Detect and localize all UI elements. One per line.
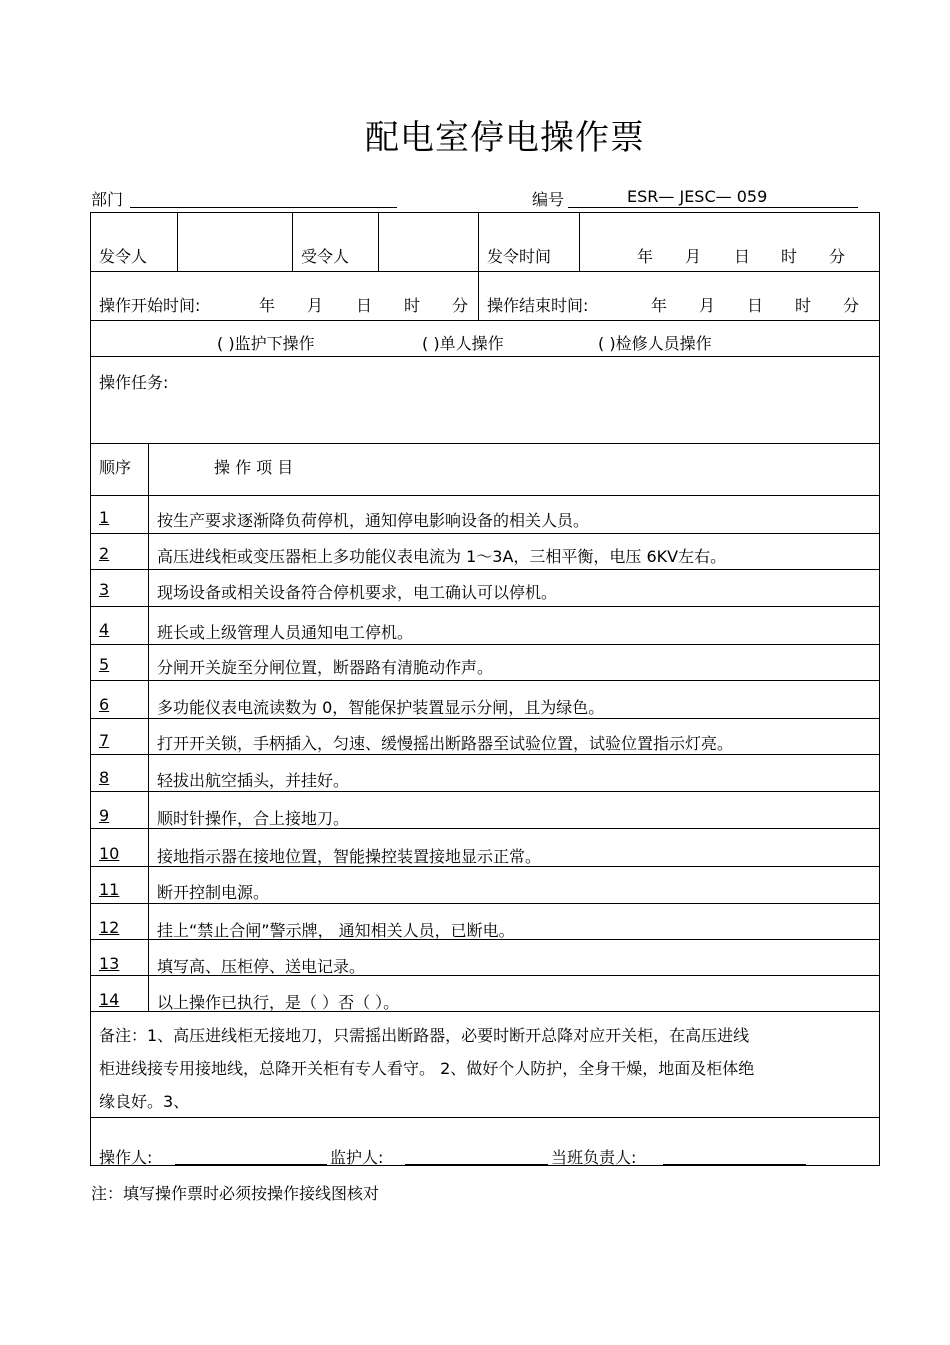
step-number: 8 <box>99 768 110 787</box>
remarks-line: 缘良好。3、 <box>99 1092 190 1111</box>
shift-leader-signature-field[interactable] <box>663 1164 806 1165</box>
mode-single[interactable]: ( )单人操作 <box>422 334 504 353</box>
dept-field[interactable] <box>130 207 397 208</box>
end-time-hour: 时 <box>795 296 812 315</box>
end-time-day: 日 <box>747 296 764 315</box>
step-text: 以上操作已执行，是（ ）否（ ）。 <box>157 993 400 1012</box>
task-label: 操作任务: <box>99 373 169 392</box>
supervisor-signature-field[interactable] <box>405 1164 548 1165</box>
end-time-label: 操作结束时间: <box>487 296 589 315</box>
issue-time-month: 月 <box>685 247 702 266</box>
dept-label: 部门 <box>91 190 124 209</box>
code-label: 编号 <box>532 190 565 209</box>
mode-maintenance[interactable]: ( )检修人员操作 <box>598 334 712 353</box>
operator-signature-field[interactable] <box>175 1164 327 1165</box>
step-number: 11 <box>99 880 120 899</box>
supervisor-label: 监护人: <box>330 1148 384 1167</box>
step-number: 5 <box>99 655 110 674</box>
step-number: 10 <box>99 844 120 863</box>
end-time-year: 年 <box>651 296 668 315</box>
shift-leader-label: 当班负责人: <box>551 1148 637 1167</box>
step-text: 班长或上级管理人员通知电工停机。 <box>157 623 414 642</box>
item-header: 操 作 项 目 <box>214 458 294 477</box>
start-time-hour: 时 <box>404 296 421 315</box>
remarks-line: 备注：1、高压进线柜无接地刀，只需摇出断路器，必要时断开总降对应开关柜，在高压进线 <box>99 1026 750 1045</box>
step-text: 按生产要求逐渐降负荷停机，通知停电影响设备的相关人员。 <box>157 511 590 530</box>
step-number: 9 <box>99 806 110 825</box>
order-header: 顺序 <box>99 458 132 477</box>
step-number: 12 <box>99 918 120 937</box>
step-number: 14 <box>99 990 120 1009</box>
remarks-line: 柜进线接专用接地线，总降开关柜有专人看守。 2、做好个人防护，全身干燥，地面及柜体绝 <box>99 1059 755 1078</box>
step-text: 挂上“禁止合闸”警示牌， 通知相关人员，已断电。 <box>157 921 515 940</box>
ticket-table <box>90 212 880 1166</box>
step-number: 6 <box>99 695 110 714</box>
start-time-year: 年 <box>259 296 276 315</box>
end-time-month: 月 <box>699 296 716 315</box>
start-time-day: 日 <box>356 296 373 315</box>
operator-label: 操作人: <box>99 1148 153 1167</box>
step-text: 多功能仪表电流读数为 0，智能保护装置显示分闸，且为绿色。 <box>157 698 605 717</box>
footnote: 注：填写操作票时必须按操作接线图核对 <box>91 1184 380 1203</box>
step-number: 7 <box>99 731 110 750</box>
step-text: 顺时针操作，合上接地刀。 <box>157 809 350 828</box>
start-time-month: 月 <box>307 296 324 315</box>
step-text: 填写高、压柜停、送电记录。 <box>157 957 366 976</box>
step-number: 4 <box>99 620 110 639</box>
remarks-block <box>99 1019 874 1118</box>
step-number: 13 <box>99 954 120 973</box>
step-text: 断开控制电源。 <box>157 883 270 902</box>
issue-time-day: 日 <box>734 247 751 266</box>
page-title: 配电室停电操作票 <box>365 118 645 158</box>
issue-time-hour: 时 <box>781 247 798 266</box>
step-text: 现场设备或相关设备符合停机要求，电工确认可以停机。 <box>157 583 558 602</box>
step-text: 接地指示器在接地位置，智能操控装置接地显示正常。 <box>157 847 542 866</box>
receiver-label: 受令人 <box>301 247 350 266</box>
issuer-label: 发令人 <box>99 247 148 266</box>
step-text: 轻拔出航空插头，并挂好。 <box>157 771 350 790</box>
end-time-minute: 分 <box>843 296 860 315</box>
step-number: 1 <box>99 508 110 527</box>
start-time-label: 操作开始时间: <box>99 296 201 315</box>
code-value: ESR— JESC— 059 <box>627 187 768 206</box>
issue-time-year: 年 <box>637 247 654 266</box>
step-text: 分闸开关旋至分闸位置，断器路有清脆动作声。 <box>157 658 494 677</box>
issue-time-minute: 分 <box>829 247 846 266</box>
step-text: 打开开关锁，手柄插入，匀速、缓慢摇出断路器至试验位置，试验位置指示灯亮。 <box>157 734 734 753</box>
start-time-minute: 分 <box>452 296 469 315</box>
step-number: 3 <box>99 580 110 599</box>
step-number: 2 <box>99 544 110 563</box>
code-field[interactable] <box>568 207 858 208</box>
issue-time-label: 发令时间 <box>487 247 552 266</box>
step-text: 高压进线柜或变压器柜上多功能仪表电流为 1～3A，三相平衡，电压 6KV左右。 <box>157 547 727 566</box>
mode-supervised[interactable]: ( )监护下操作 <box>217 334 315 353</box>
